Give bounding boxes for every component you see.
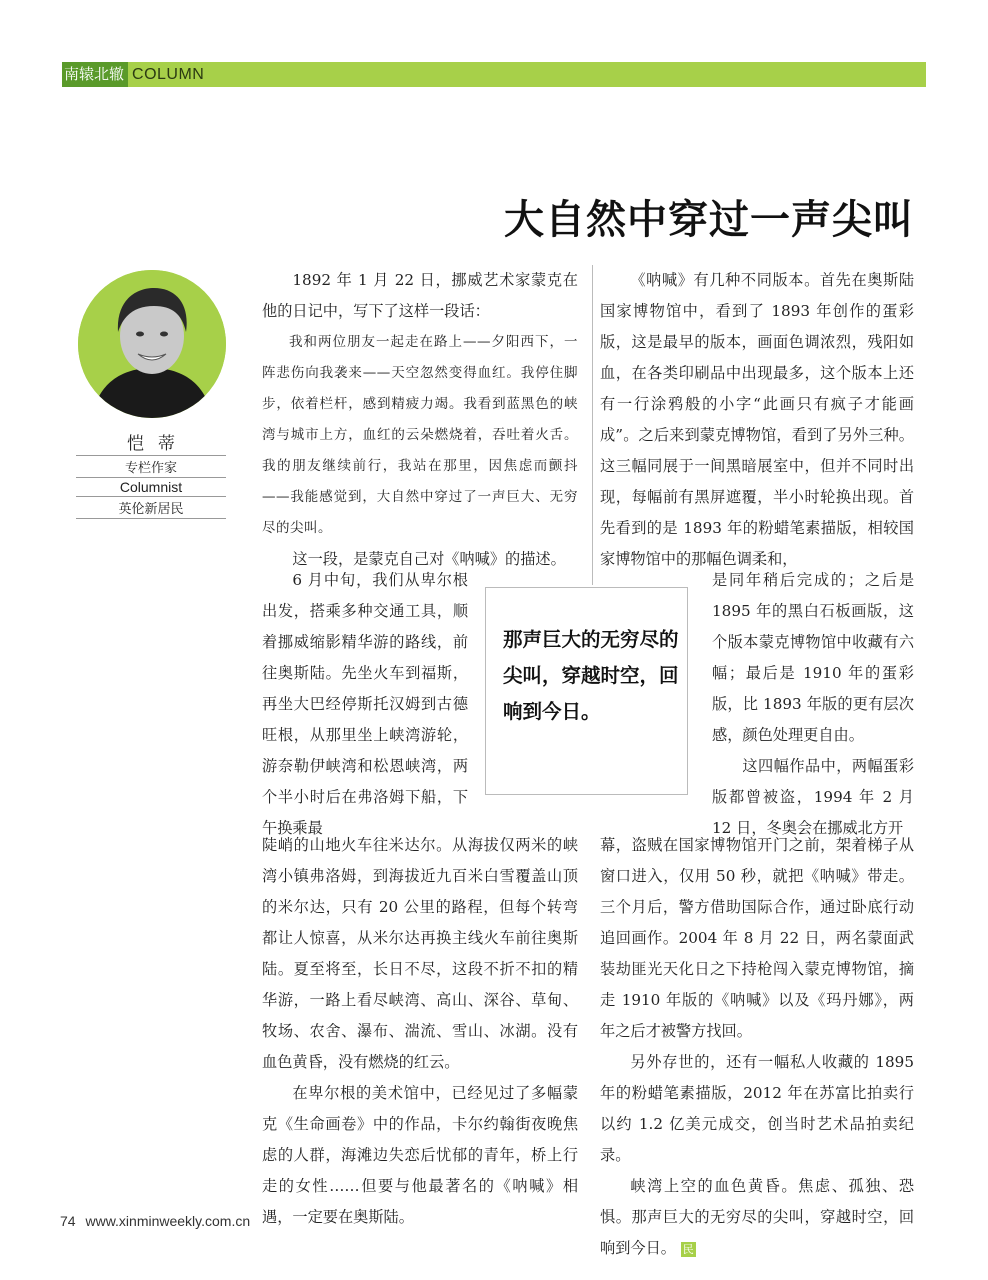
paragraph: 陡峭的山地火车往米达尔。从海拔仅两米的峡湾小镇弗洛姆，到海拔近九百米白雪覆盖山顶的米尔达，只有 20 公里的路程，但每个转弯都让人惊喜，从米尔达再换主线火车前往奥斯陆。夏至将至，长日不尽，这段不折不扣的精华游，一路上看尽峡湾、高山、深谷、草甸、牧场、农舍、瀑布、湍流、雪山、冰湖。没有血色黄昏，没有燃烧的红云。 <box>262 836 578 1071</box>
page-footer <box>60 1213 250 1229</box>
author-name: 恺蒂 <box>76 428 226 456</box>
end-mark-icon: 民 <box>682 1242 694 1256</box>
column-1-narrow <box>262 565 468 844</box>
column-2-narrow <box>712 565 914 844</box>
author-location: 英伦新居民 <box>76 497 226 519</box>
paragraph: 在卑尔根的美术馆中，已经见过了多幅蒙克《生命画卷》中的作品，卡尔约翰街夜晚焦虑的人群，海滩边失恋后忧郁的青年，桥上行走的女性……但要与他最著名的《呐喊》相遇，一定要在奥斯陆。 <box>262 1084 578 1226</box>
author-portrait-image <box>78 270 226 418</box>
page-number: 74 <box>60 1213 76 1229</box>
column-1-top <box>262 265 578 575</box>
paragraph: 这四幅作品中，两幅蛋彩版都曾被盗，1994 年 2 月 12 日，冬奥会在挪威北方开 <box>712 757 914 837</box>
column-2-bottom <box>600 830 914 1264</box>
paragraph <box>600 1171 914 1264</box>
paragraph: 是同年稍后完成的；之后是 1895 年的黑白石板画版，这个版本蒙克博物馆中收藏有六幅；最后是 1910 年的蛋彩版，比 1893 年版的更有层次感，颜色处理更自由。 <box>712 571 914 744</box>
paragraph: 《呐喊》有几种不同版本。首先在奥斯陆国家博物馆中，看到了 1893 年创作的蛋彩版，这是最早的版本，画面色调浓烈，残阳如血，在各类印刷品中出现最多，这个版本上还有一行涂鸦般的小字“此画只有疯子才能画成”。之后来到蒙克博物馆，看到了另外三种。这三幅同展于一间黑暗展室中，但并不同时出现，每幅前有黑屏遮覆，半小时轮换出现。首先看到的是 1893 年的粉蜡笔素描版，相较国家博物馆中的那幅色调柔和， <box>600 271 914 568</box>
paragraph: 6 月中旬，我们从卑尔根出发，搭乘多种交通工具，顺着挪威缩影精华游的路线，前往奥斯陆。先坐火车到福斯，再坐大巴经停斯托汉姆到古德旺根，从那里坐上峡湾游轮，游奈勒伊峡湾和松恩峡湾，两个半小时后在弗洛姆下船，下午换乘最 <box>262 571 468 837</box>
section-label-cn: 南辕北辙 <box>62 62 128 87</box>
closing-text: 峡湾上空的血色黄昏。焦虑、孤独、恐惧。那声巨大的无穷尽的尖叫，穿越时空，回响到今日。 <box>600 1177 914 1257</box>
column-1-bottom <box>262 830 578 1233</box>
author-role-cn: 专栏作家 <box>76 456 226 478</box>
author-avatar <box>78 270 226 418</box>
column-2-top <box>600 265 914 575</box>
paragraph: 另外存世的，还有一幅私人收藏的 1895 年的粉蜡笔素描版，2012 年在苏富比拍卖行以约 1.2 亿美元成交，创当时艺术品拍卖纪录。 <box>600 1053 914 1164</box>
diary-quote: 我和两位朋友一起走在路上——夕阳西下，一阵悲伤向我袭来——天空忽然变得血红。我停住脚步，依着栏杆，感到精疲力竭。我看到蓝黑色的峡湾与城市上方，血红的云朵燃烧着，吞吐着火舌。我的朋友继续前行，我站在那里，因焦虑而颤抖——我能感觉到，大自然中穿过了一声巨大、无穷尽的尖叫。 <box>262 334 578 536</box>
column-header-bar <box>62 62 926 87</box>
column-divider <box>592 265 593 585</box>
paragraph: 这一段，是蒙克自己对《呐喊》的描述。 <box>292 550 566 568</box>
section-label-en: COLUMN <box>132 65 205 83</box>
website-url: www.xinminweekly.com.cn <box>85 1213 251 1229</box>
author-info <box>76 428 226 519</box>
article-title: 大自然中穿过一声尖叫 <box>504 197 914 243</box>
paragraph: 幕，盗贼在国家博物馆开门之前，架着梯子从窗口进入，仅用 50 秒，就把《呐喊》带走。三个月后，警方借助国际合作，通过卧底行动追回画作。2004 年 8 月 22 日，两名蒙面武装劫匪光天化日之下持枪闯入蒙克博物馆，摘走 1910 年版的《呐喊》以及《玛丹娜》，两年之后才被警方找回。 <box>600 836 914 1040</box>
paragraph: 1892 年 1 月 22 日，挪威艺术家蒙克在他的日记中，写下了这样一段话： <box>262 271 578 320</box>
pull-quote: 那声巨大的无穷尽的尖叫，穿越时空，回响到今日。 <box>503 628 679 723</box>
author-role-en: Columnist <box>76 478 226 497</box>
